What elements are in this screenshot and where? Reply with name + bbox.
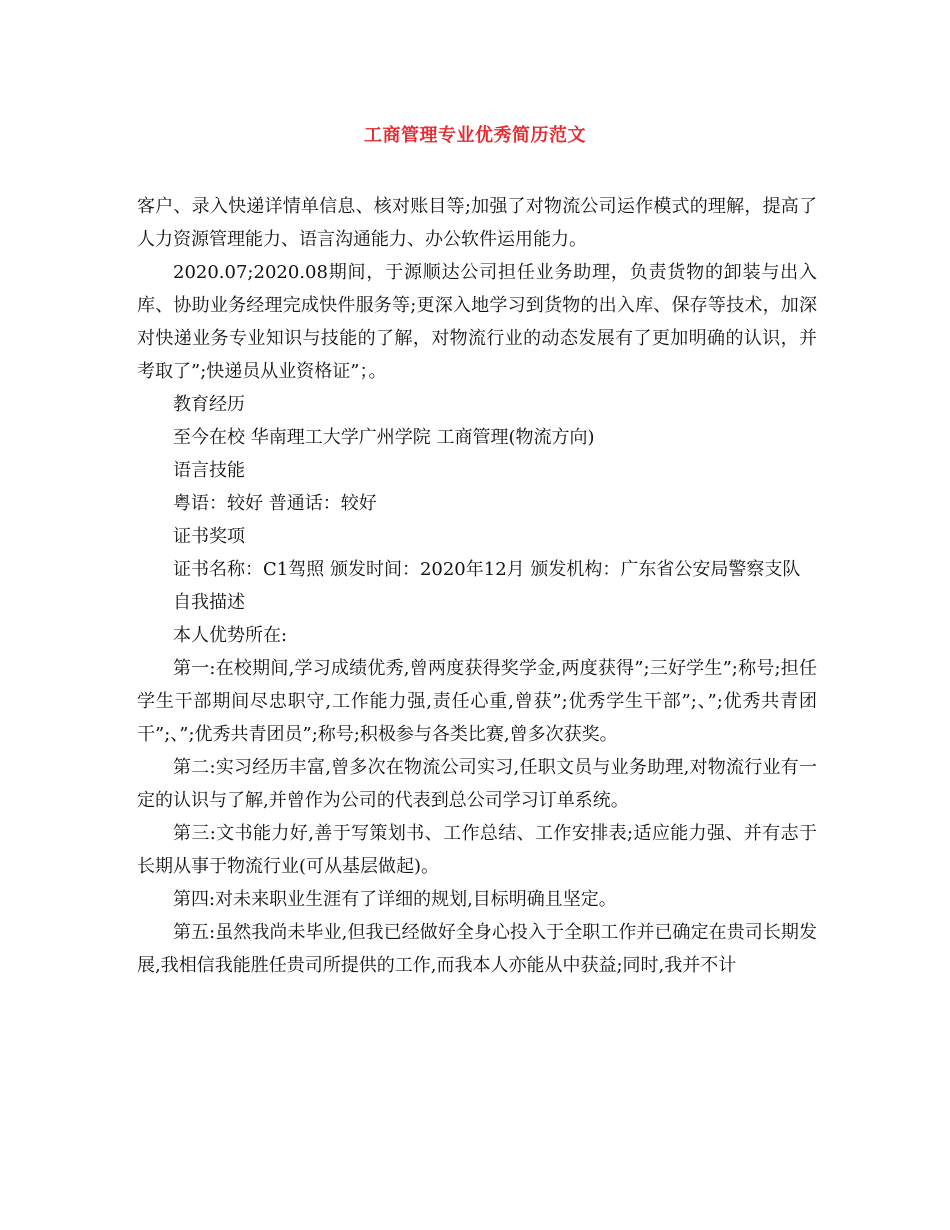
paragraph-strength-4: 第四:对未来职业生涯有了详细的规划,目标明确且坚定。 <box>173 889 617 910</box>
document-title: 工商管理专业优秀简历范文 <box>364 125 586 146</box>
heading-education: 教育经历 <box>173 394 245 415</box>
heading-certificates: 证书奖项 <box>173 526 245 547</box>
paragraph-language-skills: 粤语：较好 普通话：较好 <box>173 493 377 514</box>
heading-language-skills: 语言技能 <box>173 460 245 481</box>
paragraph-strength-1: 第一:在校期间,学习成绩优秀,曾两度获得奖学金,两度获得”;三好学生”;称号;担任学生干部期间尽忠职守,工作能力强,责任心重,曾获”;优秀学生干部”;、”;优秀共青团干”;、”;优秀共青团员”;称号;积极参与各类比赛,曾多次获奖。 <box>137 658 817 745</box>
paragraph-work-experience-2: 2020.07;2020.08期间，于源顺达公司担任业务助理，负责货物的卸装与出入库、协助业务经理完成快件服务等;更深入地学习到货物的出入库、保存等技术，加深对快递业务专业知识与技能的了解，对物流行业的动态发展有了更加明确的认识，并考取了”;快递员从业资格证”；。 <box>137 262 817 382</box>
paragraph-strength-2: 第二:实习经历丰富,曾多次在物流公司实习,任职文员与业务助理,对物流行业有一定的认识与了解,并曾作为公司的代表到总公司学习订单系统。 <box>137 757 817 811</box>
paragraph-certificates: 证书名称：C1驾照 颁发时间：2020年12月 颁发机构：广东省公安局警察支队 <box>173 559 801 580</box>
document-body <box>137 190 817 982</box>
paragraph-education: 至今在校 华南理工大学广州学院 工商管理(物流方向) <box>173 427 595 448</box>
paragraph-strength-3: 第三:文书能力好,善于写策划书、工作总结、工作安排表;适应能力强、并有志于长期从事于物流行业(可从基层做起)。 <box>137 823 817 877</box>
paragraph-strengths-intro: 本人优势所在: <box>173 625 288 646</box>
paragraph-strength-5: 第五:虽然我尚未毕业,但我已经做好全身心投入于全职工作并已确定在贵司长期发展,我相信我能胜任贵司所提供的工作,而我本人亦能从中获益;同时,我并不计 <box>137 922 817 976</box>
paragraph-work-experience-1: 客户、录入快递详情单信息、核对账目等;加强了对物流公司运作模式的理解，提高了人力资源管理能力、语言沟通能力、办公软件运用能力。 <box>137 196 817 250</box>
heading-self-description: 自我描述 <box>173 592 245 613</box>
